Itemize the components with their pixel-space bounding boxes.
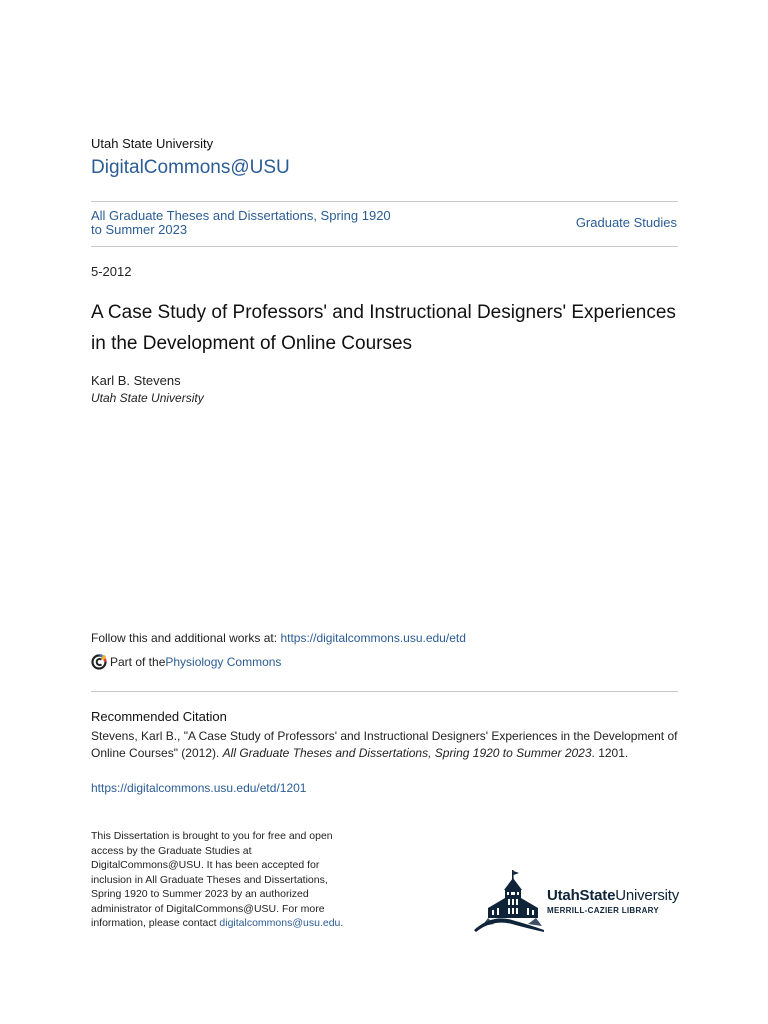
old-main-tower-icon	[474, 868, 544, 934]
author-affiliation: Utah State University	[91, 391, 204, 405]
logo-university-name	[547, 887, 679, 904]
citation-end: . 1201.	[591, 746, 629, 760]
creative-commons-icon	[91, 654, 107, 670]
notice-end: .	[340, 917, 344, 929]
logo-bold-text: UtahState	[547, 887, 616, 904]
author-name: Karl B. Stevens	[91, 373, 181, 388]
notice-text: This Dissertation is brought to you for free and open access by the Graduate Studies at DigitalCommons@USU. It has been accepted for inclusion in All Graduate Theses and Dissertations, Spring 1920 to Summer 2023 by an authorized administrator of DigitalCommons@USU. For more information, please contact	[91, 830, 333, 929]
publication-date: 5-2012	[91, 264, 132, 279]
citation-series: All Graduate Theses and Dissertations, Spring 1920 to Summer 2023	[222, 746, 592, 760]
library-logo	[474, 868, 680, 934]
follow-line	[91, 631, 466, 645]
divider-middle	[91, 246, 678, 247]
citation-main: Stevens, Karl B., "A Case Study of Professors' and Instructional Designers' Experiences in the Development of Online Courses" (2012).	[91, 729, 678, 760]
logo-wordmark	[547, 887, 679, 915]
part-of-prefix: Part of the	[110, 655, 166, 669]
paper-title: A Case Study of Professors' and Instructional Designers' Experiences in the Development of Online Courses	[91, 302, 676, 354]
citation-text	[91, 728, 681, 762]
follow-prefix: Follow this and additional works at:	[91, 631, 281, 645]
divider-top	[91, 201, 678, 202]
divider-bottom	[91, 691, 678, 692]
logo-regular-text: University	[615, 887, 680, 904]
logo-subtitle: MERRILL-CAZIER LIBRARY	[547, 906, 660, 915]
department-link[interactable]: Graduate Studies	[575, 215, 677, 230]
follow-url-link[interactable]: https://digitalcommons.usu.edu/etd	[280, 631, 466, 645]
physiology-commons-link[interactable]: Physiology Commons	[165, 655, 282, 669]
contact-email-link[interactable]: digitalcommons@usu.edu	[219, 917, 341, 929]
collection-link[interactable]: All Graduate Theses and Dissertations, Spring 1920 to Summer 2023	[91, 208, 391, 237]
access-notice	[91, 829, 361, 931]
repository-link[interactable]: DigitalCommons@USU	[91, 157, 290, 178]
institution-name: Utah State University	[91, 136, 214, 151]
citation-url-link[interactable]: https://digitalcommons.usu.edu/etd/1201	[91, 781, 307, 795]
citation-heading: Recommended Citation	[91, 709, 227, 724]
part-of-line	[91, 654, 281, 670]
